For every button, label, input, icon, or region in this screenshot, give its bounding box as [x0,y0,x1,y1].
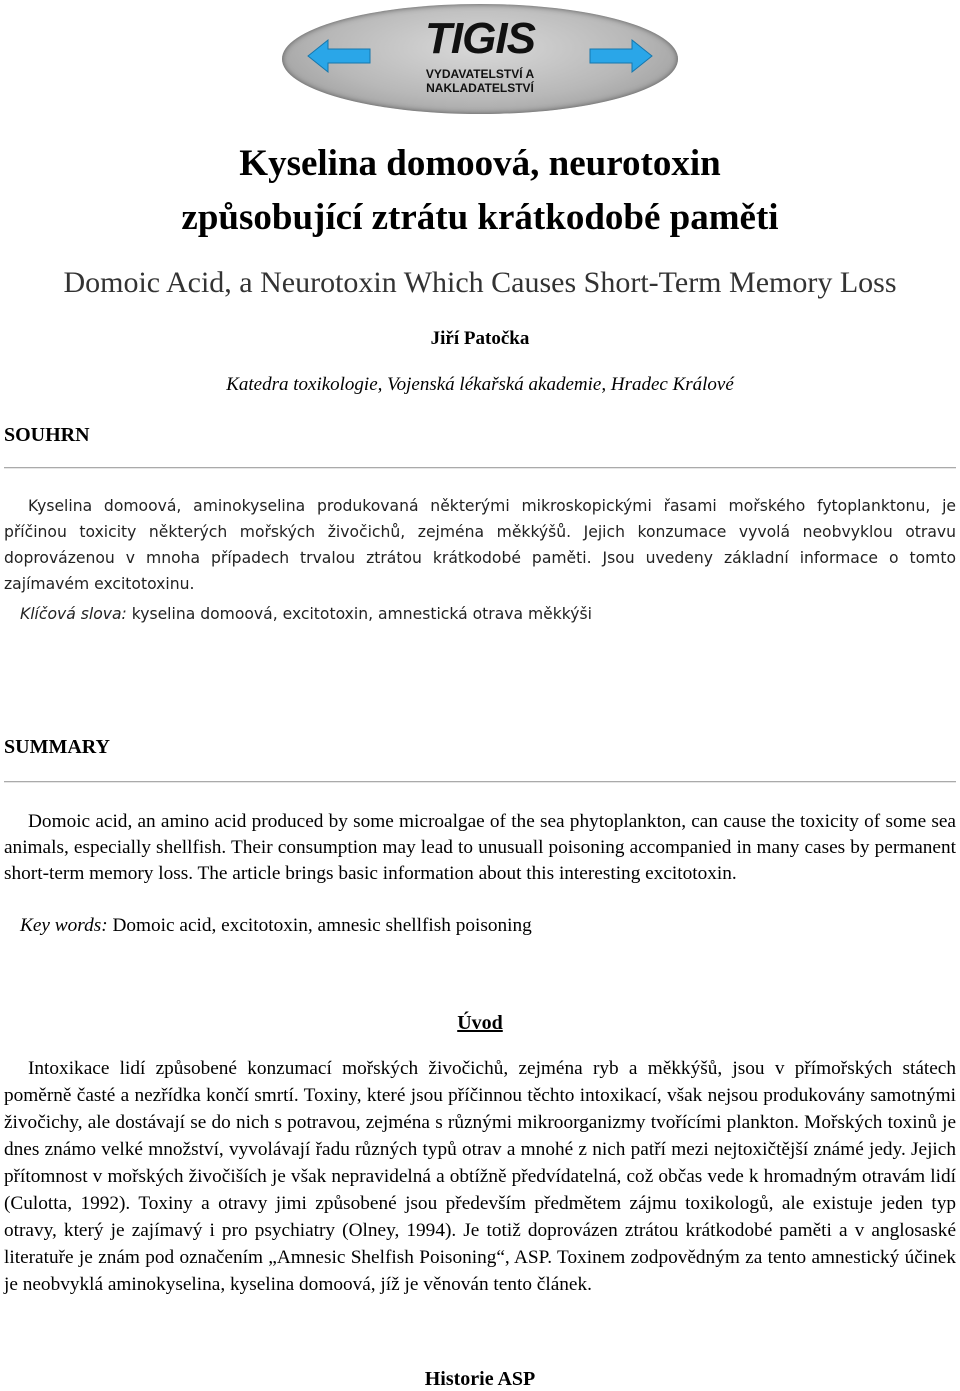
english-keywords-text: Domoic acid, excitotoxin, amnesic shellfish poisoning [107,915,532,936]
historie-heading: Historie ASP [424,1368,536,1390]
summary-heading: SUMMARY [4,736,110,758]
uvod-heading: Úvod [457,1012,503,1034]
souhrn-heading: SOUHRN [4,424,90,446]
czech-keywords [20,601,956,627]
divider [4,467,956,469]
english-abstract: Domoic acid, an amino acid produced by some microalgae of the sea phytoplankton, can cause the toxicity of some sea animals, especially shellfish. Their consumption may lead to unusuall poisoning accompanied in many cases by permanent short-term memory loss. The article brings basic information about this interesting excitotoxin. [4,811,956,884]
czech-abstract: Kyselina domoová, aminokyselina produkovaná některými mikroskopickými řasami mořského fytoplanktonu, je příčinou toxicity některých mořských živočichů, zejména měkkýšů. Jejich konzumace vyvolá neobvyklou otravu doprovázenou v mnoha případech trvalou ztrátou krátkodobé paměti. Jsou uvedeny základní informace o tomto zajímavém excitotoxinu. [4,497,956,593]
title-line1: Kyselina domoová, neurotoxin [239,143,721,184]
author-affiliation: Katedra toxikologie, Vojenská lékařská akademie, Hradec Králové [226,374,734,395]
english-keywords [20,913,956,939]
logo-subtitle-line1: VYDAVATELSTVÍ A [425,67,535,81]
title-line2: způsobující ztrátu krátkodobé paměti [181,197,779,238]
divider [4,781,956,783]
publisher-logo [282,4,678,114]
introduction-paragraph: Intoxikace lidí způsobené konzumací mořských živočichů, zejména ryb a měkkýšů, jsou v přímořských státech poměrně časté a nezřídka končí smrtí. Toxiny, které jsou příčinnou těchto intoxikací, však nejsou produkovány samotnými živočichy, ale dostávají se do nich s potravou, zejména s různými mikroorganizmy tvořícími plankton. Mořských toxinů je dnes známo velké množství, vyvolávají řadu různých typů otrav a mnohé z nich patří mezi nejtoxičtější známé jedy. Jejich přítomnost v mořských živočiších je však nepravidelná a obtížně předvídatelná, což občas vede k hromadným otravám lidí (Culotta, 1992). Toxiny a otravy jimi způsobené jsou především předmětem zájmu toxikologů, ale existuje jeden typ otravy, který je zajímavý i pro psychiatry (Olney, 1994). Je totiž doprovázen ztrátou krátkodobé paměti a v anglosaské literatuře je znám pod označením „Amnesic Shelfish Poisoning“, ASP. Toxinem zodpovědným za tento amnestický účinek je neobvyklá aminokyselina, kyselina domoová, jíž je věnován tento článek. [4,1058,956,1295]
author-name: Jiří Patočka [430,328,530,349]
logo-brand: TIGIS [425,14,535,63]
czech-keywords-label: Klíčová slova: [20,605,127,623]
logo-subtitle-line2: NAKLADATELSTVÍ [426,81,534,95]
english-keywords-label: Key words: [20,915,108,936]
czech-keywords-text: kyselina domoová, excitotoxin, amnestická otrava měkkýši [126,605,592,623]
english-title: Domoic Acid, a Neurotoxin Which Causes Short-Term Memory Loss [63,266,897,299]
